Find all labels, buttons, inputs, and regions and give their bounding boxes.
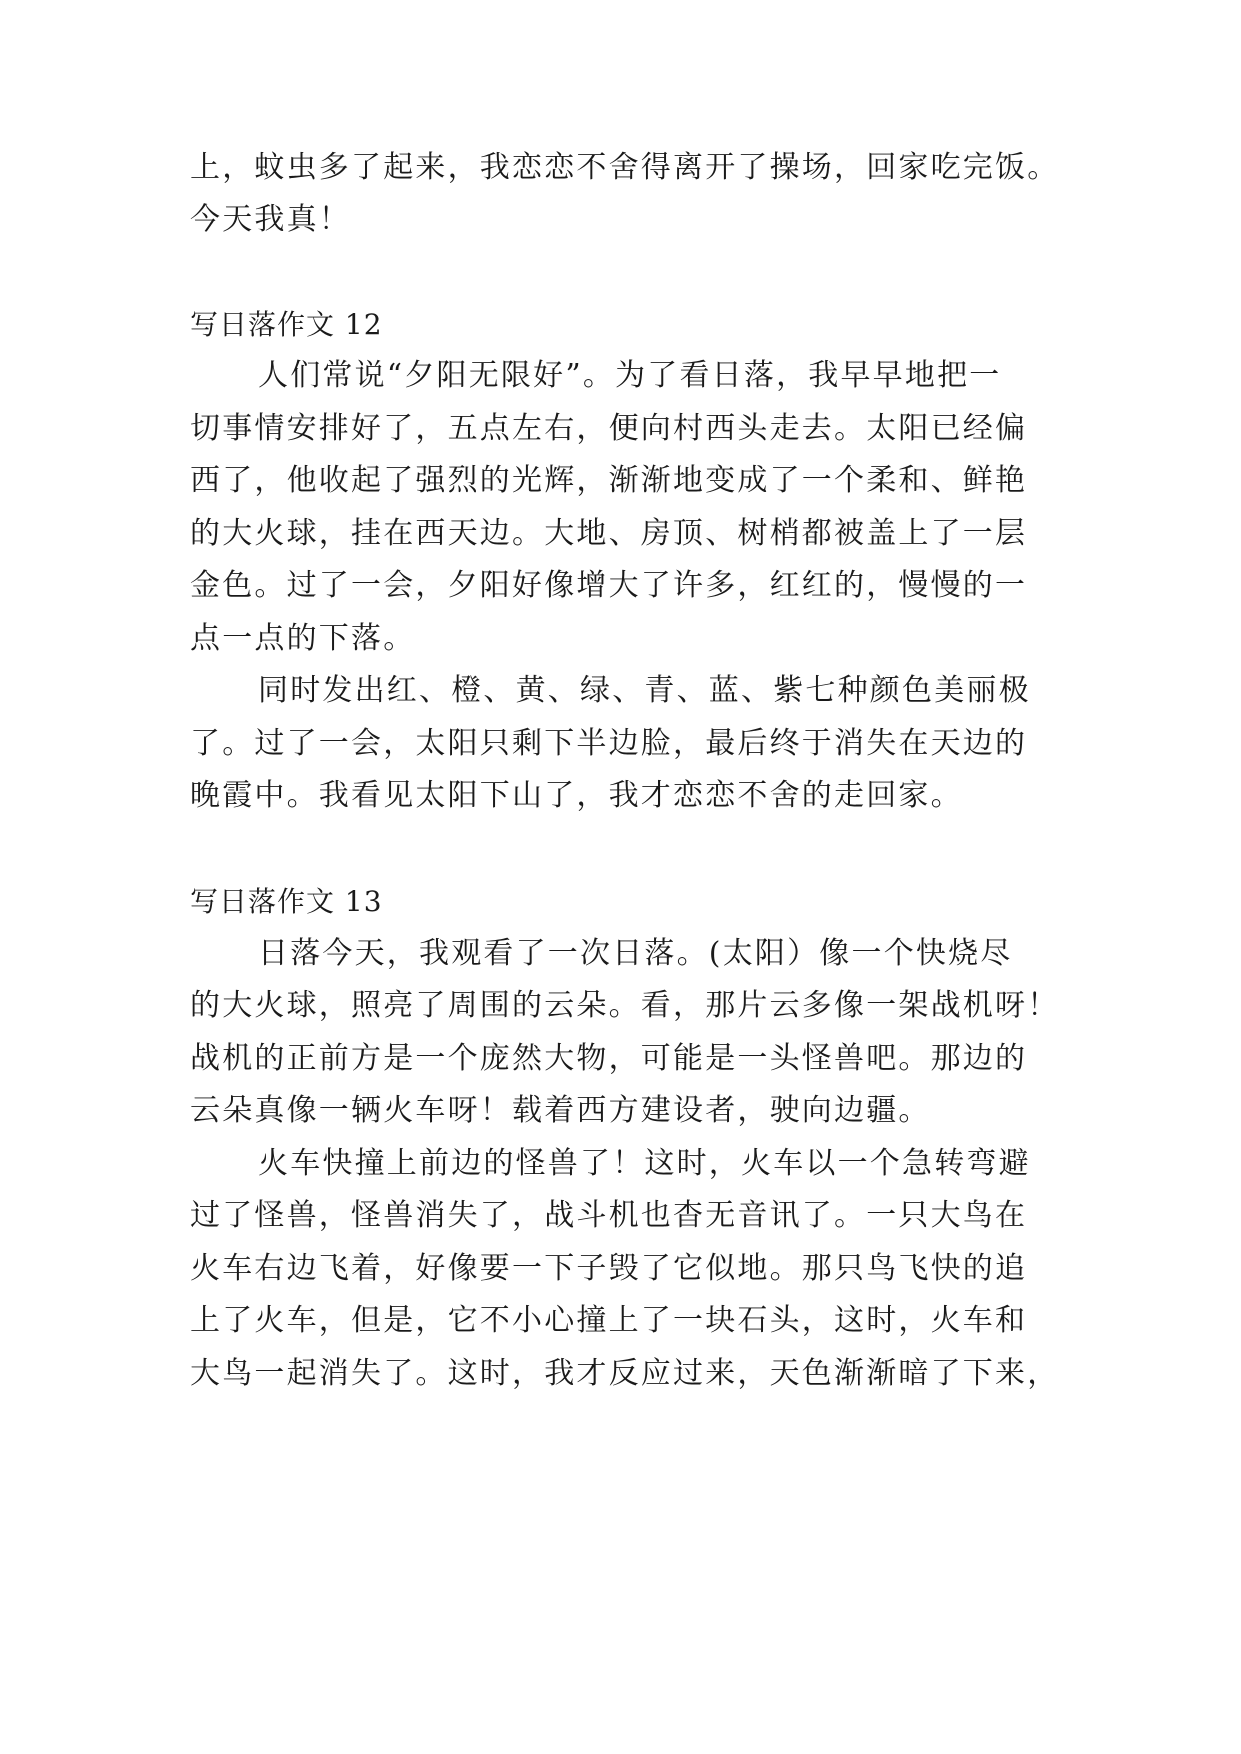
text-line: 火车右边飞着，好像要一下子毁了它似地。那只鸟飞快的追 bbox=[190, 1251, 1028, 1286]
text-line: 同时发出红、橙、黄、绿、青、蓝、紫七种颜色美丽极 bbox=[258, 673, 1031, 708]
text-line: 人们常说“夕阳无限好”。为了看日落，我早早地把一 bbox=[258, 358, 1002, 393]
text-line: 金色。过了一会，夕阳好像增大了许多，红红的，慢慢的一 bbox=[190, 568, 1028, 603]
text-line: 火车快撞上前边的怪兽了！这时，火车以一个急转弯避 bbox=[258, 1146, 1031, 1181]
text-line: 过了怪兽，怪兽消失了，战斗机也杳无音讯了。一只大鸟在 bbox=[190, 1198, 1028, 1233]
text-line: 点一点的下落。 bbox=[190, 621, 416, 656]
text-line: 战机的正前方是一个庞然大物，可能是一头怪兽吧。那边的 bbox=[190, 1041, 1028, 1076]
text-line: 切事情安排好了，五点左右，便向村西头走去。太阳已经偏 bbox=[190, 411, 1028, 446]
text-line: 大鸟一起消失了。这时，我才反应过来，天色渐渐暗了下来， bbox=[190, 1356, 1060, 1391]
section-heading: 写日落作文 12 bbox=[190, 308, 383, 341]
text-line: 晚霞中。我看见太阳下山了，我才恋恋不舍的走回家。 bbox=[190, 778, 963, 813]
text-line: 了。过了一会，太阳只剩下半边脸，最后终于消失在天边的 bbox=[190, 726, 1028, 761]
text-line: 的大火球，照亮了周围的云朵。看，那片云多像一架战机呀！ bbox=[190, 988, 1060, 1023]
section-heading: 写日落作文 13 bbox=[190, 885, 383, 918]
text-line: 上，蚊虫多了起来，我恋恋不舍得离开了操场，回家吃完饭。 bbox=[190, 150, 1060, 185]
text-line: 今天我真！ bbox=[190, 202, 351, 237]
text-line: 上了火车，但是，它不小心撞上了一块石头，这时，火车和 bbox=[190, 1303, 1028, 1338]
text-line: 日落今天，我观看了一次日落。(太阳）像一个快烧尽 bbox=[258, 936, 1013, 971]
text-line: 的大火球，挂在西天边。大地、房顶、树梢都被盖上了一层 bbox=[190, 516, 1028, 551]
text-line: 云朵真像一辆火车呀！载着西方建设者，驶向边疆。 bbox=[190, 1093, 931, 1128]
text-line: 西了，他收起了强烈的光辉，渐渐地变成了一个柔和、鲜艳 bbox=[190, 463, 1028, 498]
